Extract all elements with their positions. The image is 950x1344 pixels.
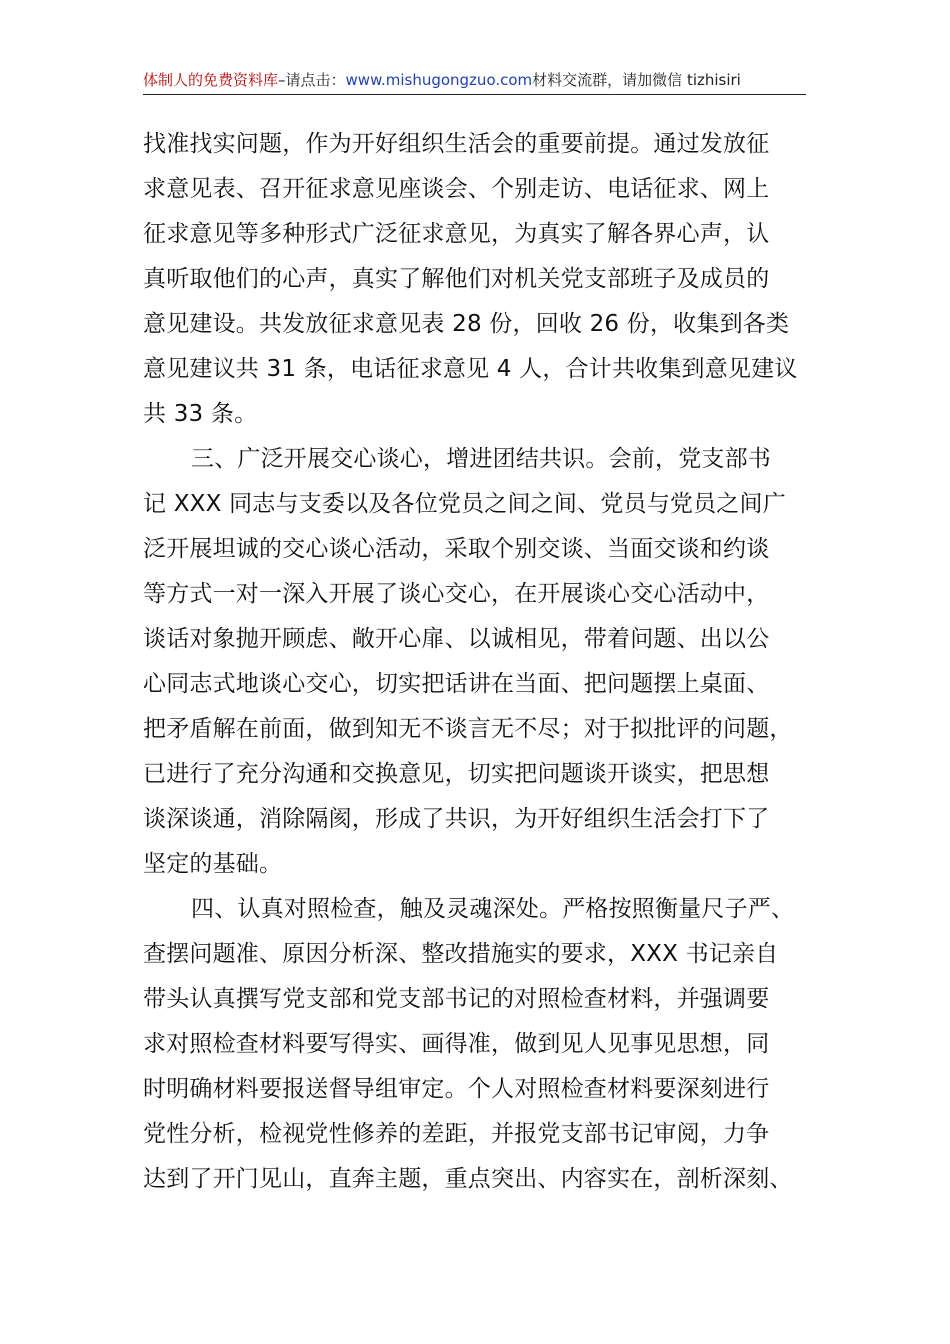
header-brand: 体制人的免费资料库	[143, 71, 279, 89]
text-line: 谈深谈通，消除隔阂，形成了共识，为开好组织生活会打下了	[143, 806, 770, 832]
header-link[interactable]: www.mishugongzuo.com	[345, 71, 533, 89]
text-line: 坚定的基础。	[143, 851, 283, 877]
text-line: 带头认真撰写党支部和党支部书记的对照检查材料，并强调要	[143, 986, 770, 1012]
text-line: 达到了开门见山，直奔主题，重点突出、内容实在，剖析深刻、	[143, 1166, 793, 1192]
section-four-start: 四、认真对照检查，触及灵魂深处。严格按照衡量尺子严、	[191, 896, 795, 922]
text-line: 记 XXX 同志与支委以及各位党员之间之间、党员与党员之间广	[143, 491, 786, 517]
text-line: 党性分析，检视党性修养的差距，并报党支部书记审阅，力争	[143, 1121, 770, 1147]
text-line: 泛开展坦诚的交心谈心活动，采取个别交谈、当面交谈和约谈	[143, 536, 770, 562]
text-line: 意见建议共 31 条，电话征求意见 4 人，合计共收集到意见建议	[143, 356, 798, 382]
page-header	[143, 66, 806, 95]
text-line: 谈话对象抛开顾虑、敞开心扉、以诚相见，带着问题、出以公	[143, 626, 770, 652]
text-line: 求意见表、召开征求意见座谈会、个别走访、电话征求、网上	[143, 176, 770, 202]
text-line: 等方式一对一深入开展了谈心交心，在开展谈心交心活动中，	[143, 581, 770, 607]
text-line: 找准找实问题，作为开好组织生活会的重要前提。通过发放征	[143, 131, 770, 157]
section-three-start: 三、广泛开展交心谈心，增进团结共识。会前，党支部书	[191, 446, 771, 472]
text-line: 已进行了充分沟通和交换意见，切实把问题谈开谈实，把思想	[143, 761, 770, 787]
text-line: 查摆问题准、原因分析深、整改措施实的要求，XXX 书记亲自	[143, 941, 779, 967]
text-line: 时明确材料要报送督导组审定。个人对照检查材料要深刻进行	[143, 1076, 770, 1102]
text-line: 意见建设。共发放征求意见表 28 份，回收 26 份，收集到各类	[143, 311, 790, 337]
text-line: 心同志式地谈心交心，切实把话讲在当面、把问题摆上桌面、	[143, 671, 770, 697]
text-line: 真听取他们的心声，真实了解他们对机关党支部班子及成员的	[143, 266, 770, 292]
document-body	[143, 122, 809, 1202]
text-line: 求对照检查材料要写得实、画得准，做到见人见事见思想，同	[143, 1031, 770, 1057]
text-line: 共 33 条。	[143, 401, 258, 427]
header-prompt: –请点击：	[278, 71, 346, 89]
text-line: 征求意见等多种形式广泛征求意见，为真实了解各界心声，认	[143, 221, 770, 247]
header-contact: 材料交流群，请加微信 tizhisiri	[532, 71, 741, 89]
text-line: 把矛盾解在前面，做到知无不谈言无不尽；对于拟批评的问题，	[143, 716, 793, 742]
